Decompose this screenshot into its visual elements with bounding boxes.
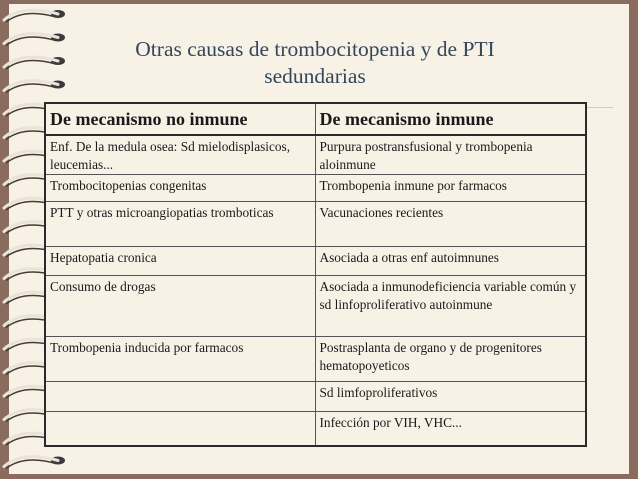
table-cell-non-immune: PTT y otras microangiopatias tromboticas — [45, 202, 315, 247]
table-row — [45, 135, 586, 175]
table-cell-non-immune: Hepatopatia cronica — [45, 247, 315, 276]
divider-line — [585, 107, 613, 108]
binding-ring — [4, 34, 65, 46]
table-cell-immune: Trombopenia inmune por farmacos — [315, 175, 586, 202]
binding-ring — [4, 81, 65, 93]
title-line-2: sedundarias — [264, 64, 366, 88]
table-row — [45, 247, 586, 276]
table-cell-non-immune: Trombocitopenias congenitas — [45, 175, 315, 202]
table-cell-non-immune — [45, 412, 315, 446]
header-non-immune: De mecanismo no inmune — [45, 103, 315, 135]
binding-ring — [4, 10, 65, 22]
table-cell-immune: Asociada a inmunodeficiencia variable común y sd linfoproliferativo autoinmune — [315, 276, 586, 337]
table-cell-non-immune: Trombopenia inducida por farmacos — [45, 337, 315, 382]
table-cell-non-immune: Consumo de drogas — [45, 276, 315, 337]
table-row — [45, 412, 586, 446]
table-row — [45, 337, 586, 382]
title-line-1: Otras causas de trombocitopenia y de PTI — [135, 37, 495, 61]
table-row — [45, 175, 586, 202]
table-cell-non-immune — [45, 382, 315, 412]
table-row — [45, 382, 586, 412]
slide-title — [95, 36, 535, 90]
table-cell-non-immune: Enf. De la medula osea: Sd mielodisplasicos, leucemias... — [45, 135, 315, 175]
table-cell-immune: Purpura postransfusional y trombopenia aloinmune — [315, 135, 586, 175]
table-cell-immune: Asociada a otras enf autoimnunes — [315, 247, 586, 276]
table-cell-immune: Infección por VIH, VHC... — [315, 412, 586, 446]
table-header-row — [45, 103, 586, 135]
header-immune: De mecanismo inmune — [315, 103, 586, 135]
binding-ring — [4, 457, 65, 469]
binding-ring — [4, 57, 65, 69]
table-row — [45, 276, 586, 337]
causes-table — [44, 102, 587, 447]
table-cell-immune: Vacunaciones recientes — [315, 202, 586, 247]
table-cell-immune: Postrasplanta de organo y de progenitores hematopoyeticos — [315, 337, 586, 382]
table-cell-immune: Sd limfoproliferativos — [315, 382, 586, 412]
table-row — [45, 202, 586, 247]
